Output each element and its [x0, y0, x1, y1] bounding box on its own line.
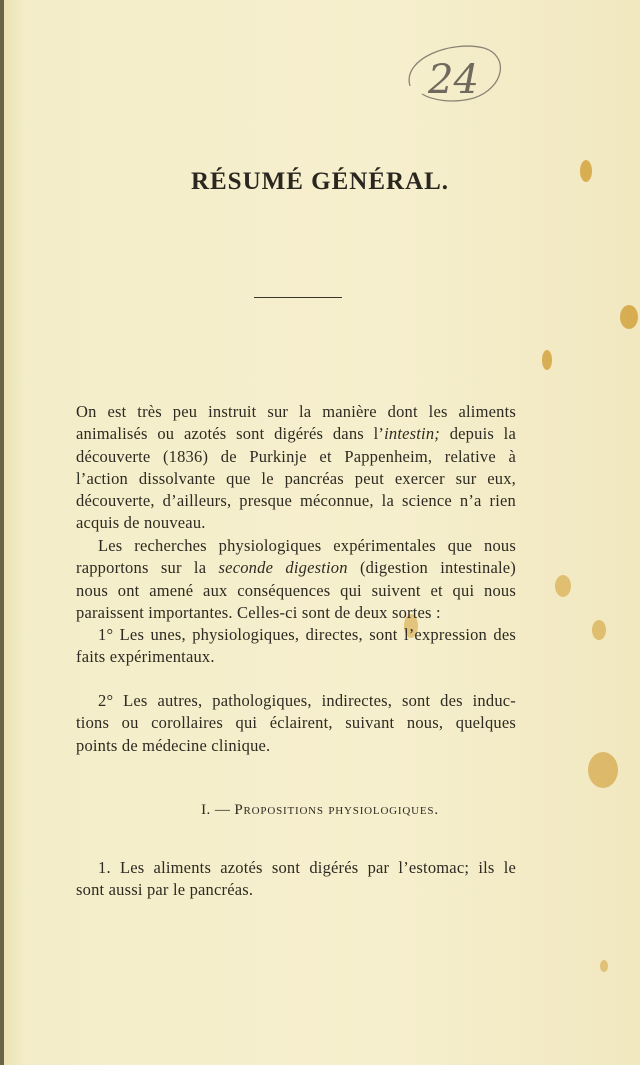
text-line: points de médecine clinique.	[76, 735, 271, 755]
paper-stain	[555, 575, 571, 597]
paper-stain	[542, 350, 552, 370]
paragraph-proposition-1	[76, 857, 516, 902]
title-divider	[254, 297, 342, 298]
text-line: 2° Les autres, pathologiques, indirectes, sont des induc-	[98, 691, 516, 710]
page-binding-edge	[0, 0, 4, 1065]
pencil-annotation-24	[392, 38, 512, 108]
emphasis-intestin: intestin;	[384, 424, 440, 444]
paragraph-point-2	[76, 690, 516, 757]
paragraph-point-1	[76, 624, 516, 669]
text-line: acquis de nouveau.	[76, 513, 206, 533]
text-line: 1. Les aliments azotés sont digérés par l’estomac; ils le	[98, 858, 516, 877]
text-line: animalisés ou azotés sont digérés dans l’intestin; depuis la	[76, 424, 516, 444]
section-title: Propositions physiologiques.	[234, 802, 439, 818]
text-line: paraissent importantes. Celles-ci sont de deux sortes :	[76, 602, 441, 622]
paragraph-recherches	[76, 535, 516, 624]
text-line: découverte, d’ailleurs, presque méconnue, la science n’a rien	[76, 491, 516, 511]
paper-stain	[600, 960, 608, 972]
text-line: 1° Les unes, physiologiques, directes, sont l’expression des	[98, 625, 516, 644]
page-title: RÉSUMÉ GÉNÉRAL.	[190, 168, 450, 195]
text-line: Les recherches physiologiques expérimentales que nous	[98, 536, 516, 555]
paper-stain	[620, 305, 638, 329]
text-line: tions ou corollaires qui éclairent, suivant nous, quelques	[76, 713, 516, 733]
section-heading	[0, 802, 640, 819]
paper-stain	[592, 620, 606, 640]
text-line: faits expérimentaux.	[76, 647, 215, 667]
svg-text:24: 24	[428, 57, 479, 103]
paragraph-intro	[76, 401, 516, 535]
text-line: découverte (1836) de Purkinje et Pappenheim, relative à	[76, 446, 516, 466]
text-line: On est très peu instruit sur la manière dont les aliments	[76, 402, 516, 421]
emphasis-seconde-digestion: seconde digestion	[218, 558, 348, 578]
text-line: rapportons sur la seconde digestion (digestion intestinale)	[76, 558, 516, 578]
section-number: I. —	[201, 802, 231, 818]
text-line: nous ont amené aux conséquences qui suivent et qui nous	[76, 580, 516, 600]
text-line: sont aussi par le pancréas.	[76, 880, 254, 900]
text-line: l’action dissolvante que le pancréas peut exercer sur eux,	[76, 468, 516, 488]
paper-stain	[588, 752, 618, 788]
